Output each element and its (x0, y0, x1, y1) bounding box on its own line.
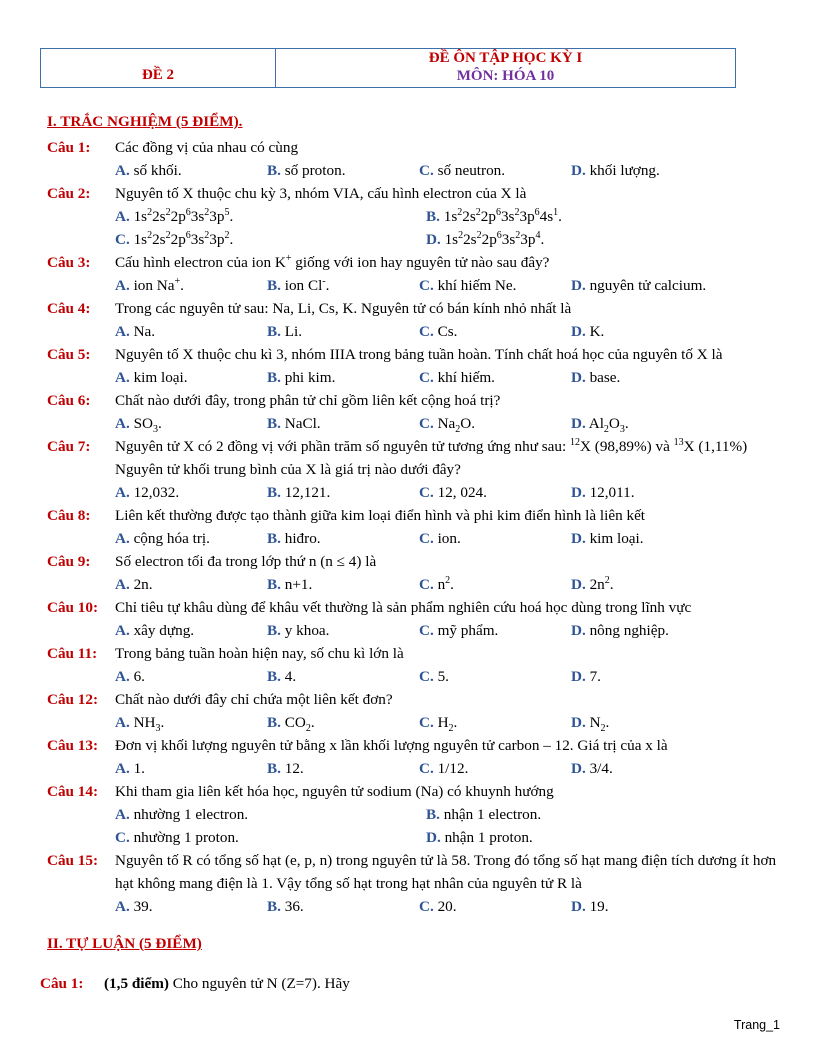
option-text: NaCl. (280, 415, 321, 432)
answer-option-c (419, 366, 571, 389)
answer-option-d (571, 527, 723, 550)
question-text: Liên kết thường được tạo thành giữa kim loại điển hình và phi kim điển hình là liên kết (115, 507, 646, 524)
answer-option-a (115, 412, 267, 435)
option-text: nguyên tử calcium. (585, 277, 707, 294)
option-letter: C. (419, 162, 434, 179)
answer-option-b (267, 711, 419, 734)
option-text: $N_2$. (585, 714, 610, 735)
option-text: hiđro. (280, 530, 321, 547)
question-text: Số electron tối đa trong lớp thứ n (n ≤ 4) là (115, 553, 377, 570)
option-text: 19. (585, 898, 609, 915)
answer-option-d (571, 412, 723, 435)
answer-options (47, 527, 792, 550)
option-text: 1. (129, 760, 145, 777)
answer-option-d (571, 757, 723, 780)
answer-options (47, 573, 792, 596)
option-text: nhận 1 electron. (439, 806, 542, 823)
option-text: số neutron. (433, 162, 506, 179)
option-letter: B. (426, 208, 440, 225)
option-text: kim loại. (585, 530, 644, 547)
question-text: Đơn vị khối lượng nguyên tử bằng x lần khối lượng nguyên tử carbon – 12. Giá trị của x là (115, 737, 668, 754)
answer-option-a (115, 320, 267, 343)
answer-options (47, 412, 792, 435)
answer-option-d (426, 228, 737, 251)
option-text: kim loại. (129, 369, 188, 386)
option-letter: A. (115, 369, 130, 386)
option-letter: C. (419, 576, 434, 593)
option-letter: C. (419, 668, 434, 685)
answer-options (47, 159, 792, 182)
option-text: 7. (585, 668, 601, 685)
question-15 (47, 849, 792, 895)
question-number: Câu 8: (47, 507, 91, 524)
option-letter: A. (115, 484, 130, 501)
option-text: 5. (433, 668, 449, 685)
option-letter: C. (419, 323, 434, 340)
answer-option-d (571, 619, 723, 642)
answer-options (47, 274, 792, 297)
answer-option-d (426, 826, 737, 849)
option-text: $1s^22s^22p^63s^23p^4$. (440, 229, 545, 248)
essay-prompt: Cho nguyên tử N (Z=7). Hãy (168, 975, 350, 992)
question-9 (47, 550, 792, 573)
option-letter: D. (571, 369, 586, 386)
exam-title: ĐỀ ÔN TẬP HỌC KỲ I (428, 50, 583, 66)
option-letter: B. (267, 415, 281, 432)
option-letter: B. (267, 369, 281, 386)
question-number: Câu 1: (47, 139, 91, 156)
answer-option-a (115, 619, 267, 642)
option-text: Li. (280, 323, 303, 340)
option-text: $H_2$. (433, 714, 458, 735)
option-letter: B. (267, 484, 281, 501)
answer-option-c (419, 481, 571, 504)
question-2 (47, 182, 792, 205)
page-number: Trang_1 (733, 1018, 780, 1032)
option-letter: B. (267, 898, 281, 915)
option-text: 12,032. (129, 484, 180, 501)
exam-code: ĐỀ 2 (141, 67, 175, 83)
option-letter: D. (571, 484, 586, 501)
option-letter: D. (571, 760, 586, 777)
option-text: số proton. (280, 162, 346, 179)
question-number: Câu 7: (47, 438, 91, 455)
question-text: Nguyên tử X có 2 đồng vị với phần trăm số nguyên tử tương ứng như sau: $^{12}$X (98,89%) và $^{13}$X (1,11%) Nguyên tử khối trung bình của X là giá trị nào dưới đây? (115, 436, 748, 478)
option-text: 36. (280, 898, 304, 915)
answer-option-a (115, 205, 426, 228)
answer-option-a (115, 665, 267, 688)
answer-options (47, 711, 792, 734)
answer-option-d (571, 320, 723, 343)
option-text: phi kim. (280, 369, 336, 386)
option-letter: A. (115, 162, 130, 179)
answer-option-d (571, 665, 723, 688)
question-6 (47, 389, 792, 412)
question-number: Câu 6: (47, 392, 91, 409)
question-number: Câu 15: (47, 852, 99, 869)
section-multiple-choice-title: I. TRẮC NGHIỆM (5 ĐIỂM). (47, 113, 243, 130)
option-text: khí hiếm. (433, 369, 495, 386)
option-letter: A. (115, 415, 130, 432)
answer-options (47, 366, 792, 389)
answer-options (47, 665, 792, 688)
answer-option-d (571, 366, 723, 389)
answer-option-c (419, 573, 571, 596)
question-4 (47, 297, 792, 320)
option-text: 12, 024. (433, 484, 487, 501)
option-letter: D. (571, 415, 586, 432)
question-number: Câu 9: (47, 553, 91, 570)
option-text: số khối. (129, 162, 182, 179)
option-letter: A. (115, 668, 130, 685)
option-letter: C. (419, 277, 434, 294)
option-text: cộng hóa trị. (129, 530, 210, 547)
answer-option-a (115, 481, 267, 504)
question-number: Câu 4: (47, 300, 91, 317)
answer-option-b (267, 274, 419, 297)
option-text: 12. (280, 760, 304, 777)
answer-options (47, 228, 792, 251)
answer-options (47, 320, 792, 343)
essay-question-number: Câu 1: (40, 975, 84, 992)
option-letter: B. (267, 668, 281, 685)
question-number: Câu 12: (47, 691, 99, 708)
answer-option-d (571, 895, 723, 918)
option-letter: D. (426, 829, 441, 846)
option-text: $Al_2O_3$. (585, 415, 629, 436)
exam-code-cell (41, 49, 276, 87)
question-text: Nguyên tố X thuộc chu kỳ 3, nhóm VIA, cấu hình electron của X là (115, 185, 527, 202)
answer-option-c (115, 228, 426, 251)
option-text: n+1. (280, 576, 313, 593)
option-letter: C. (419, 760, 434, 777)
option-letter: B. (267, 760, 281, 777)
option-text: nông nghiệp. (585, 622, 669, 639)
exam-title-cell (276, 49, 735, 87)
question-8 (47, 504, 792, 527)
option-letter: A. (115, 898, 130, 915)
answer-option-d (571, 159, 723, 182)
answer-option-a (115, 895, 267, 918)
question-list (47, 136, 792, 918)
option-text: 4. (280, 668, 297, 685)
option-letter: D. (571, 162, 586, 179)
answer-option-a (115, 274, 267, 297)
answer-option-c (419, 895, 571, 918)
question-number: Câu 5: (47, 346, 91, 363)
answer-option-b (426, 803, 737, 826)
option-text: Cs. (433, 323, 458, 340)
question-text: Cấu hình electron của ion K+ giống với ion hay nguyên tử nào sau đây? (115, 252, 550, 271)
question-number: Câu 14: (47, 783, 99, 800)
question-text: Chất nào dưới đây chỉ chứa một liên kết đơn? (115, 691, 393, 708)
question-number: Câu 10: (47, 599, 99, 616)
answer-option-b (267, 527, 419, 550)
question-text: Chỉ tiêu tự khâu dùng để khâu vết thường là sản phẩm nghiên cứu hoá học dùng trong lĩnh vực (115, 599, 692, 616)
answer-option-b (267, 665, 419, 688)
option-letter: D. (571, 668, 586, 685)
option-letter: B. (267, 714, 281, 731)
option-letter: B. (267, 622, 281, 639)
answer-option-a (115, 803, 426, 826)
answer-option-c (419, 757, 571, 780)
option-text: khối lượng. (585, 162, 660, 179)
option-letter: C. (419, 484, 434, 501)
option-letter: C. (419, 898, 434, 915)
option-text: 1/12. (433, 760, 469, 777)
option-letter: A. (115, 208, 130, 225)
answer-options (47, 619, 792, 642)
answer-option-b (267, 619, 419, 642)
option-letter: A. (115, 760, 130, 777)
option-text: mỹ phẩm. (433, 622, 499, 639)
option-letter: D. (426, 231, 441, 248)
answer-option-b (267, 412, 419, 435)
question-number: Câu 2: (47, 185, 91, 202)
option-text: khí hiếm Ne. (433, 277, 517, 294)
option-text: $CO_2$. (280, 714, 315, 735)
answer-option-b (267, 366, 419, 389)
answer-options (47, 205, 792, 228)
option-text: $Na_2O$. (433, 415, 476, 436)
option-letter: D. (571, 323, 586, 340)
answer-option-c (419, 159, 571, 182)
option-letter: C. (419, 714, 434, 731)
option-text: $1s^22s^22p^63s^23p^5$. (129, 206, 234, 225)
option-text: 12,011. (585, 484, 635, 501)
exam-header-table (40, 48, 736, 88)
question-text: Các đồng vị của nhau có cùng (115, 139, 299, 156)
option-text: $SO_3$. (129, 415, 162, 436)
question-text: Khi tham gia liên kết hóa học, nguyên tử sodium (Na) có khuynh hướng (115, 783, 554, 800)
option-text: 12,121. (280, 484, 331, 501)
option-letter: A. (115, 576, 130, 593)
option-text: ion. (433, 530, 461, 547)
question-1 (47, 136, 792, 159)
option-text: 39. (129, 898, 153, 915)
answer-option-a (115, 159, 267, 182)
option-letter: D. (571, 530, 586, 547)
essay-points: (1,5 điểm) (104, 975, 169, 992)
option-text: 3/4. (585, 760, 613, 777)
option-letter: A. (115, 714, 130, 731)
option-text: nhận 1 proton. (440, 829, 533, 846)
answer-option-b (267, 320, 419, 343)
question-number: Câu 3: (47, 254, 91, 271)
option-text: $1s^22s^22p^63s^23p^64s^1$. (439, 206, 562, 225)
answer-option-c (419, 412, 571, 435)
option-letter: C. (419, 530, 434, 547)
option-letter: B. (267, 323, 281, 340)
answer-options (47, 895, 792, 918)
answer-options (47, 826, 792, 849)
option-letter: B. (267, 576, 281, 593)
answer-option-b (267, 481, 419, 504)
option-letter: B. (267, 277, 281, 294)
option-letter: A. (115, 323, 130, 340)
option-text: base. (585, 369, 621, 386)
option-letter: D. (571, 576, 586, 593)
option-letter: D. (571, 898, 586, 915)
answer-option-c (115, 826, 426, 849)
option-text: nhường 1 proton. (129, 829, 239, 846)
option-letter: A. (115, 806, 130, 823)
answer-option-a (115, 757, 267, 780)
answer-option-b (267, 895, 419, 918)
question-10 (47, 596, 792, 619)
answer-option-c (419, 320, 571, 343)
answer-option-b (267, 757, 419, 780)
option-letter: B. (267, 162, 281, 179)
question-text: Chất nào dưới đây, trong phân tử chỉ gồm liên kết cộng hoá trị? (115, 392, 501, 409)
answer-option-b (267, 159, 419, 182)
option-letter: A. (115, 277, 130, 294)
option-text: xây dựng. (129, 622, 195, 639)
question-text: Nguyên tố R có tổng số hạt (e, p, n) trong nguyên tử là 58. Trong đó tổng số hạt mang điện tích dương ít hơn hạt không mang điện là 1. Vậy tổng số hạt trong hạt nhân của nguyên tử R là (115, 852, 777, 892)
question-13 (47, 734, 792, 757)
answer-option-a (115, 527, 267, 550)
answer-option-d (571, 711, 723, 734)
option-text: K. (585, 323, 605, 340)
option-letter: C. (419, 622, 434, 639)
option-text: $1s^22s^22p^63s^23p^2$. (129, 229, 234, 248)
essay-question (40, 972, 350, 995)
question-number: Câu 11: (47, 645, 98, 662)
option-letter: B. (426, 806, 440, 823)
question-text: Nguyên tố X thuộc chu kì 3, nhóm IIIA trong bảng tuần hoàn. Tính chất hoá học của nguyên tố X là (115, 346, 723, 363)
answer-option-a (115, 366, 267, 389)
answer-option-d (571, 274, 723, 297)
question-text: Trong các nguyên tử sau: Na, Li, Cs, K. Nguyên tử có bán kính nhỏ nhất là (115, 300, 572, 317)
option-letter: C. (419, 415, 434, 432)
answer-option-b (267, 573, 419, 596)
answer-options (47, 481, 792, 504)
option-letter: D. (571, 714, 586, 731)
question-7 (47, 435, 792, 481)
option-text: $2n^2$. (585, 574, 614, 593)
option-text: 20. (433, 898, 457, 915)
answer-option-c (419, 711, 571, 734)
option-letter: C. (115, 829, 130, 846)
answer-option-a (115, 573, 267, 596)
question-11 (47, 642, 792, 665)
option-text: nhường 1 electron. (129, 806, 249, 823)
option-text: 2n. (129, 576, 153, 593)
option-letter: A. (115, 622, 130, 639)
option-text: Na. (129, 323, 156, 340)
answer-option-c (419, 665, 571, 688)
option-text: $NH_3$. (129, 714, 165, 735)
option-letter: B. (267, 530, 281, 547)
option-letter: D. (571, 277, 586, 294)
option-text: $n^2$. (433, 574, 454, 593)
section-essay-title: II. TỰ LUẬN (5 ĐIỂM) (47, 935, 202, 952)
answer-option-c (419, 274, 571, 297)
answer-option-d (571, 573, 723, 596)
option-text: 6. (129, 668, 145, 685)
answer-option-d (571, 481, 723, 504)
essay-question-text (104, 972, 350, 995)
option-text: ion Na+. (129, 275, 184, 294)
option-text: y khoa. (280, 622, 330, 639)
option-text: ion Cl-. (280, 275, 330, 294)
question-5 (47, 343, 792, 366)
answer-options (47, 803, 792, 826)
question-number: Câu 13: (47, 737, 99, 754)
answer-options (47, 757, 792, 780)
exam-subject: MÔN: HÓA 10 (456, 68, 555, 84)
answer-option-c (419, 527, 571, 550)
question-text: Trong bảng tuần hoàn hiện nay, số chu kì lớn là (115, 645, 404, 662)
answer-option-b (426, 205, 737, 228)
option-letter: C. (419, 369, 434, 386)
answer-option-a (115, 711, 267, 734)
question-12 (47, 688, 792, 711)
option-letter: D. (571, 622, 586, 639)
question-14 (47, 780, 792, 803)
question-3 (47, 251, 792, 274)
answer-option-c (419, 619, 571, 642)
option-letter: A. (115, 530, 130, 547)
option-letter: C. (115, 231, 130, 248)
